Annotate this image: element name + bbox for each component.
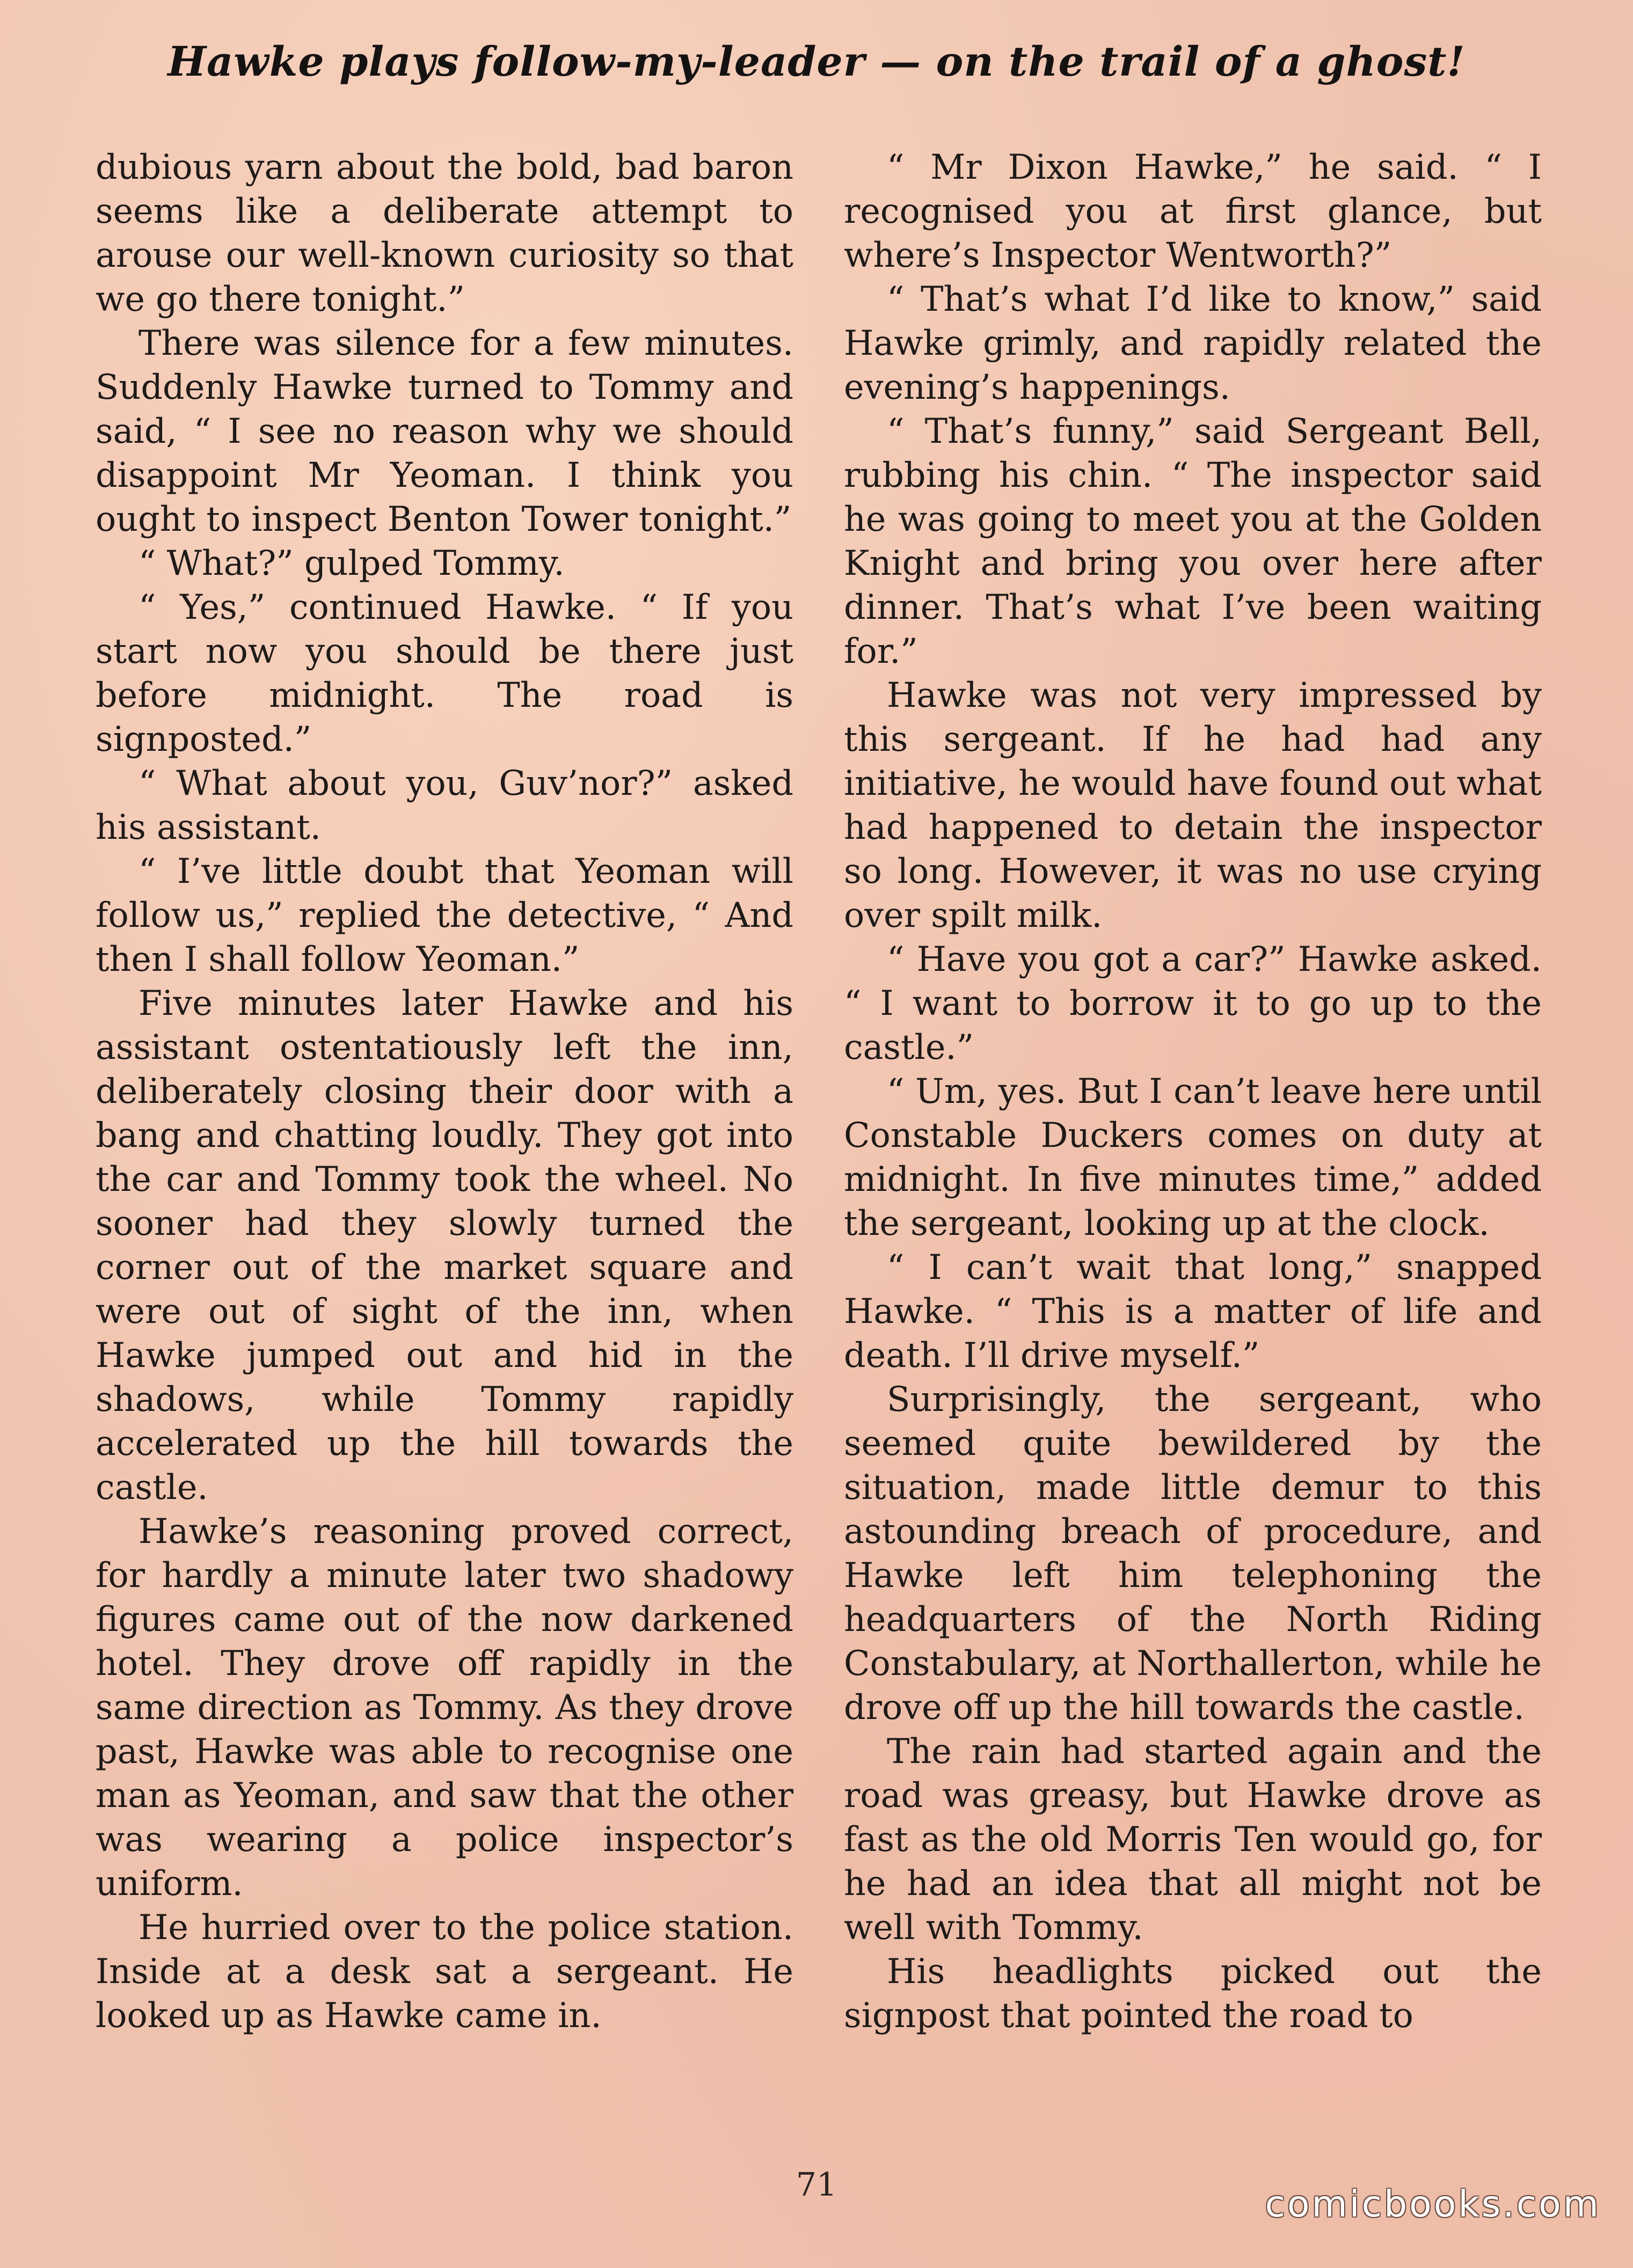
left-text-column [96,145,793,2037]
paragraph: Hawke’s reasoning proved correct, for hardly a minute later two shadowy figures came out of the now darkened hotel. They drove off rapidly in the same direction as Tommy. As they drove past, Hawke was able to recognise one man as Yeoman, and saw that the other was wearing a police inspector’s uniform. [96,1511,793,1903]
paragraph: “ Um, yes. But I can’t leave here until Constable Duckers comes on duty at midnight. In five minutes time,” added the sergeant, looking up at the clock. [844,1071,1542,1243]
paragraph: He hurried over to the police station. Inside at a desk sat a sergeant. He looked up as Hawke came in. [96,1907,793,2035]
right-text-column [844,145,1542,2037]
paragraph: dubious yarn about the bold, bad baron seems like a deliberate attempt to arouse our well-known curiosity so that we go there tonight.” [96,147,793,319]
paragraph: “ What about you, Guv’nor?” asked his assistant. [96,763,793,847]
watermark: comicbooks.com [1265,2183,1601,2226]
paragraph: “ That’s what I’d like to know,” said Hawke grimly, and rapidly related the evening’s happenings. [844,279,1542,407]
page-headline: Hawke plays follow-my-leader — on the trail of a ghost! [167,38,1466,85]
paragraph: The rain had started again and the road was greasy, but Hawke drove as fast as the old Morris Ten would go, for he had an idea that all might not be well with Tommy. [844,1731,1542,1947]
paragraph: Hawke was not very impressed by this sergeant. If he had had any initiative, he would have found out what had happened to detain the inspector so long. However, it was no use crying over spilt milk. [844,675,1542,935]
page-number: 71 [796,2166,837,2204]
paragraph: “ Have you got a car?” Hawke asked. “ I want to borrow it to go up to the castle.” [844,939,1542,1067]
paragraph: Surprisingly, the sergeant, who seemed quite bewildered by the situation, made little demur to this astounding breach of procedure, and Hawke left him telephoning the headquarters of the North Riding Constabulary, at Northallerton, while he drove off up the hill towards the castle. [844,1379,1542,1727]
paragraph: “ I’ve little doubt that Yeoman will follow us,” replied the detective, “ And then I shall follow Yeoman.” [96,851,793,979]
paragraph: “ I can’t wait that long,” snapped Hawke. “ This is a matter of life and death. I’ll drive myself.” [844,1247,1542,1375]
paragraph: “ What?” gulped Tommy. [138,543,565,583]
paragraph: There was silence for a few minutes. Suddenly Hawke turned to Tommy and said, “ I see no reason why we should disappoint Mr Yeoman. I think you ought to inspect Benton Tower tonight.” [96,323,793,539]
paragraph: His headlights picked out the signpost that pointed the road to [844,1951,1542,2035]
paragraph: “ Mr Dixon Hawke,” he said. “ I recognised you at first glance, but where’s Inspector Wentworth?” [844,147,1542,275]
paragraph: “ Yes,” continued Hawke. “ If you start now you should be there just before midnight. The road is signposted.” [96,587,793,759]
paragraph: Five minutes later Hawke and his assistant ostentatiously left the inn, deliberately closing their door with a bang and chatting loudly. They got into the car and Tommy took the wheel. No sooner had they slowly turned the corner out of the market square and were out of sight of the inn, when Hawke jumped out and hid in the shadows, while Tommy rapidly accelerated up the hill towards the castle. [96,983,793,1507]
paragraph: “ That’s funny,” said Sergeant Bell, rubbing his chin. “ The inspector said he was going to meet you at the Golden Knight and bring you over here after dinner. That’s what I’ve been waiting for.” [844,411,1542,671]
